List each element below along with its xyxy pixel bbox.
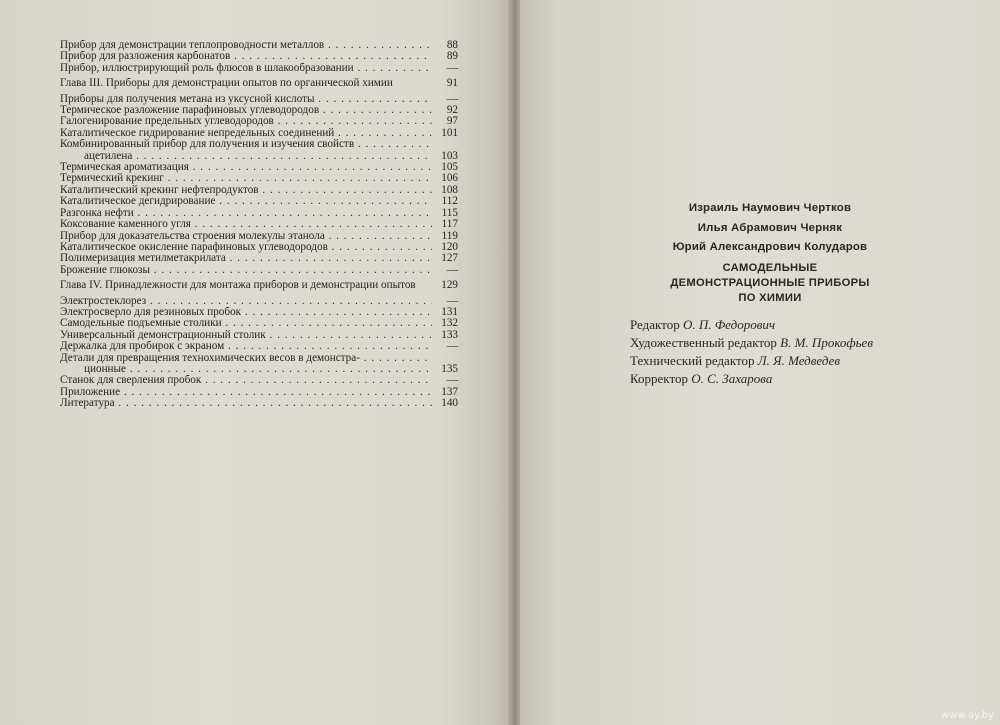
toc-entry [60,265,458,276]
toc-entry-page: 119 [441,229,458,242]
toc-entry-page: 108 [441,183,458,196]
book-title [620,261,920,306]
table-of-contents [60,40,458,410]
book-title-line: САМОДЕЛЬНЫЕ [722,262,818,274]
toc-entry-page: 106 [441,172,458,185]
toc-entry [60,330,458,341]
toc-entry-page: 117 [441,218,458,231]
toc-entry-title: ацетилена . . . [84,151,432,162]
staff-name: О. С. Захарова [691,371,773,386]
toc-entry [60,63,458,74]
toc-entry-title: Комбинированный прибор для получения и изучения свойств . . . [60,139,432,150]
toc-entry-title: ционные . . . [84,364,432,375]
toc-entry-title: Галогенирование предельных углеводородов . . . [60,116,432,127]
toc-entry-title: Полимеризация метилметакрилата . . . [60,253,432,264]
watermark: www.ay.by [941,710,994,721]
staff-line [630,352,920,370]
staff-role: Корректор [630,371,688,386]
toc-entry-title: Каталитическое окисление парафиновых углеводородов . . . [60,242,432,253]
staff-name: В. М. Прокофьев [780,335,873,350]
toc-entry [60,162,458,173]
toc-entry [60,51,458,62]
toc-entry [60,242,458,253]
toc-entry [60,253,458,264]
toc-entry-title: Универсальный демонстрационный столик . . . [60,330,432,341]
toc-entry-page: — [446,340,458,353]
staff-line [630,334,920,352]
toc-entry-title: Держалка для пробирок с экраном . . . [60,341,432,352]
book-title-line: ПО ХИМИИ [738,292,802,304]
toc-entry-title: Литература . . . [60,398,432,409]
toc-entry-title: Каталитическое дегидрирование . . . [60,196,432,207]
toc-entry-page: 97 [446,115,458,128]
toc-entry-title: Прибор, иллюстрирующий роль флюсов в шлакообразовании . . . [60,63,432,74]
toc-entry [60,139,458,150]
toc-entry-page: — [446,374,458,387]
toc-entry-page: 89 [446,50,458,63]
toc-entry [60,196,458,207]
toc-entry [60,318,458,329]
staff-role: Художественный редактор [630,335,777,350]
toc-entry-title: Электростеклорез . . . [60,296,432,307]
toc-entry-title: Термическая ароматизация . . . [60,162,432,173]
toc-entry-title: Брожение глюкозы . . . [60,265,432,276]
imprint-credits [620,202,920,388]
toc-entry-page: 105 [441,161,458,174]
toc-entry [60,398,458,409]
toc-entry-page: 115 [441,206,458,219]
author-name: Израиль Наумович Чертков [688,202,852,214]
toc-entry [60,341,458,352]
toc-entry-title: Самодельные подъемные столики . . . [60,318,432,329]
toc-entry-page: 133 [441,328,458,341]
toc-entry-page: — [446,92,458,105]
toc-entry-title: Приложение . . . [60,387,432,398]
toc-entry-title: Каталитическое гидрирование непредельных соединений . . . [60,128,432,139]
toc-entry [60,94,458,105]
toc-entry-title: Глава IV. Принадлежности для монтажа приборов и демонстрации опытов [60,280,416,292]
toc-entry [60,105,458,116]
toc-entry [60,173,458,184]
toc-entry-title: Станок для сверления пробок . . . [60,375,432,386]
toc-entry-page: 88 [446,39,458,51]
toc-entry [60,231,458,242]
toc-entry-page: 137 [441,385,458,398]
book-title-line: ДЕМОНСТРАЦИОННЫЕ ПРИБОРЫ [670,277,870,289]
toc-entry-page: 101 [441,126,458,139]
editorial-staff [620,316,920,388]
toc-entry [60,219,458,230]
toc-entry-page: 135 [441,362,458,375]
toc-entry [60,40,458,51]
toc-entry-title: Коксование каменного угля . . . [60,219,432,230]
toc-entry-title: Термический крекинг . . . [60,173,432,184]
toc-entry-page: — [446,61,458,74]
toc-entry [60,128,458,139]
staff-name: О. П. Федорович [682,317,776,332]
toc-entry-page: 92 [446,104,458,117]
toc-entry-page: — [446,294,458,307]
staff-role: Технический редактор [630,353,755,368]
toc-entry [60,185,458,196]
toc-entry-title: Прибор для разложения карбонатов . . . [60,51,432,62]
staff-line [630,316,920,334]
toc-entry [60,208,458,219]
author-name: Илья Абрамович Черняк [697,221,843,234]
toc-entry-page: 131 [441,305,458,318]
toc-entry [60,387,458,398]
toc-entry [60,151,458,162]
toc-entry-title: Приборы для получения метана из уксусной кислоты . . . [60,94,432,105]
toc-entry-page: — [446,263,458,276]
toc-entry-title: Разгонка нефти . . . [60,208,432,219]
toc-entry [60,296,458,307]
toc-entry-page: 140 [441,397,458,410]
toc-entry [60,353,458,364]
toc-entry-title: Термическое разложение парафиновых углеводородов . . . [60,105,432,116]
toc-entry-page: 132 [441,317,458,330]
toc-entry-title: Электросверло для резиновых пробок . . . [60,307,432,318]
staff-role: Редактор [630,317,680,332]
toc-entry-page: 129 [441,279,458,292]
toc-chapter [60,78,458,89]
toc-entry [60,375,458,386]
toc-entry-title: Прибор для демонстрации теплопроводности металлов . . . [60,40,432,51]
toc-entry [60,116,458,127]
toc-entry [60,364,458,375]
toc-entry-page: 112 [441,195,458,208]
toc-entry-page: 91 [446,77,458,90]
toc-entry-page: 103 [441,149,458,162]
toc-entry-title: Глава III. Приборы для демонстрации опытов по органической химии [60,78,393,90]
toc-entry [60,307,458,318]
toc-entry-title: Детали для превращения технохимических весов в демонстра- . . . [60,353,432,364]
toc-entry-title: Каталитический крекинг нефтепродуктов . . . [60,185,432,196]
staff-line [630,370,920,388]
author-name: Юрий Александрович Колударов [672,241,868,253]
staff-name: Л. Я. Медведев [757,353,840,368]
toc-chapter [60,280,458,291]
toc-entry-title: Прибор для доказательства строения молекулы этанола . . . [60,231,432,242]
toc-entry-page: 120 [441,240,458,253]
toc-entry-page: 127 [441,252,458,265]
